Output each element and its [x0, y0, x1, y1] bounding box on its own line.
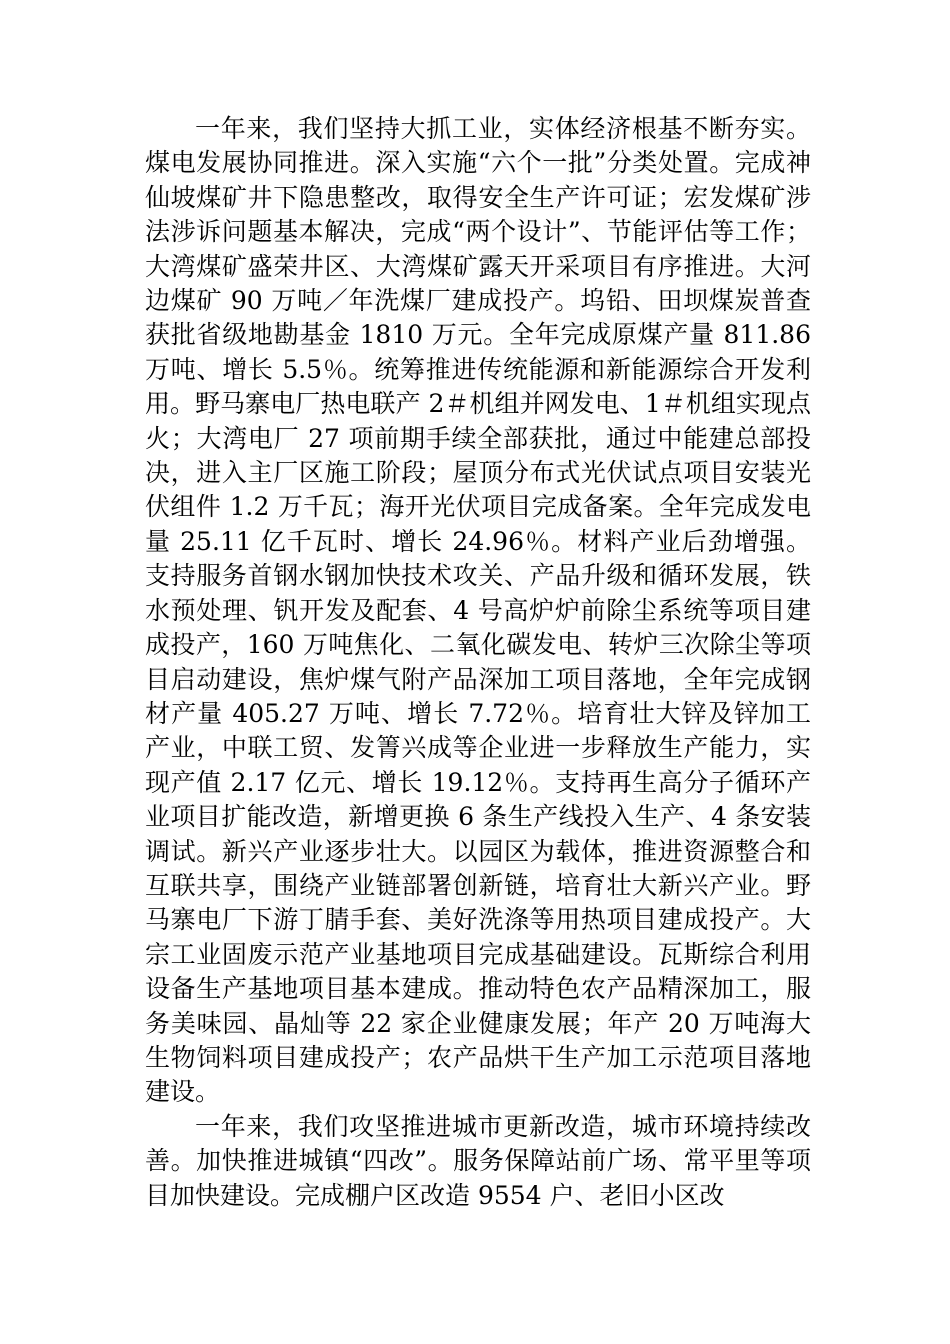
- paragraph-urban-renewal: 一年来，我们攻坚推进城市更新改造，城市环境持续改善。加快推进城镇“四改”。服务保障站前广场、常平里等项目加快建设。完成棚户区改造 9554 户、老旧小区改: [145, 1111, 811, 1210]
- document-body: [145, 112, 811, 1213]
- paragraph-industry: 一年来，我们坚持大抓工业，实体经济根基不断夯实。煤电发展协同推进。深入实施“六个一批”分类处置。完成神仙坡煤矿井下隐患整改，取得安全生产许可证；宏发煤矿涉法涉诉问题基本解决，完成“两个设计”、节能评估等工作；大湾煤矿盛荣井区、大湾煤矿露天开采项目有序推进。大河边煤矿 90 万吨／年洗煤厂建成投产。坞铅、田坝煤炭普查获批省级地勘基金 1810 万元。全年完成原煤产量 811.86 万吨、增长 5.5％。统筹推进传统能源和新能源综合开发利用。野马寨电厂热电联产 2＃机组并网发电、1＃机组实现点火；大湾电厂 27 项前期手续全部获批，通过中能建总部投决，进入主厂区施工阶段；屋顶分布式光伏试点项目安装光伏组件 1.2 万千瓦；海开光伏项目完成备案。全年完成发电量 25.11 亿千瓦时、增长 24.96％。材料产业后劲增强。支持服务首钢水钢加快技术攻关、产品升级和循环发展，铁水预处理、钒开发及配套、4 号高炉炉前除尘系统等项目建成投产，160 万吨焦化、二氧化碳发电、转炉三次除尘等项目启动建设，焦炉煤气附产品深加工项目落地，全年完成钢材产量 405.27 万吨、增长 7.72％。培育壮大锌及锌加工产业，中联工贸、发箐兴成等企业进一步释放生产能力，实现产值 2.17 亿元、增长 19.12％。支持再生高分子循环产业项目扩能改造，新增更换 6 条生产线投入生产、4 条安装调试。新兴产业逐步壮大。以园区为载体，推进资源整合和互联共享，围绕产业链部署创新链，培育壮大新兴产业。野马寨电厂下游丁腈手套、美好洗涤等用热项目建成投产。大宗工业固废示范产业基地项目完成基础建设。瓦斯综合利用设备生产基地项目基本建成。推动特色农产品精深加工，服务美味园、晶灿等 22 家企业健康发展；年产 20 万吨海大生物饲料项目建成投产；农产品烘干生产加工示范项目落地建设。: [145, 114, 811, 1107]
